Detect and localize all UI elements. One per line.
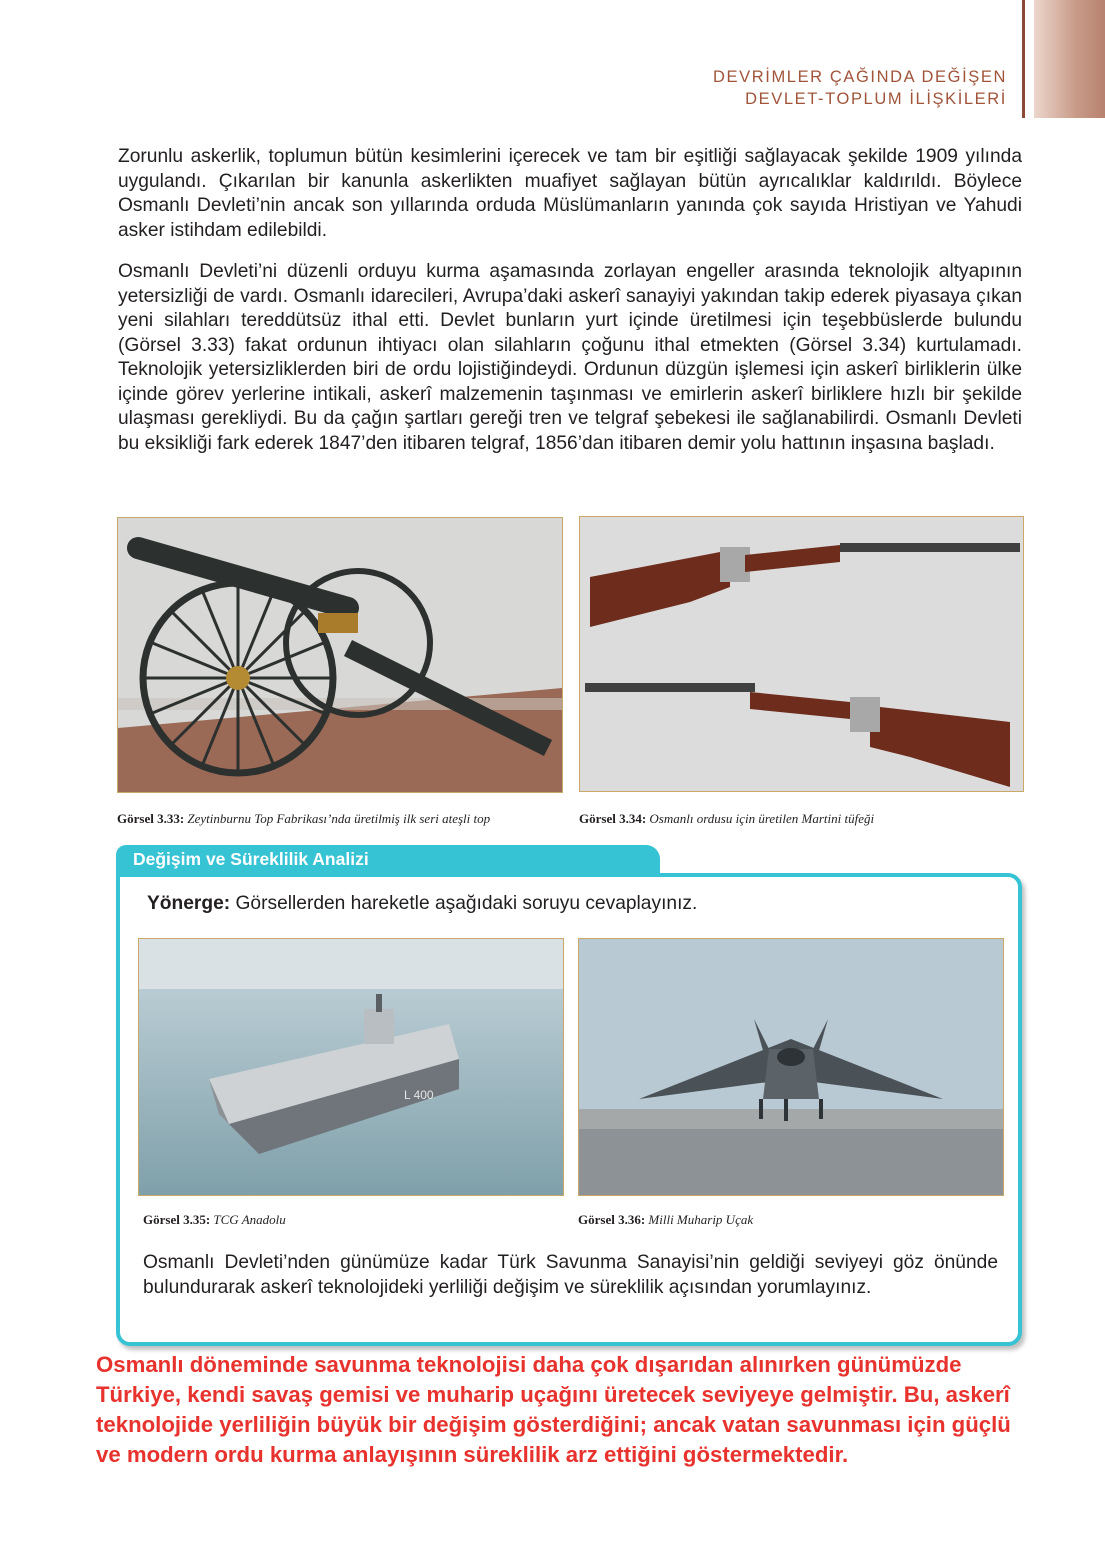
chapter-header-line2: DEVLET-TOPLUM İLİŞKİLERİ: [745, 90, 1007, 108]
caption-3-34: [579, 811, 874, 827]
caption-3-34-label: Görsel 3.34:: [579, 811, 647, 826]
caption-3-36-text: Milli Muharip Uçak: [645, 1212, 754, 1227]
header-divider: [1022, 0, 1025, 118]
activity-question: Osmanlı Devleti’nden günümüze kadar Türk Savunma Sanayisi’nin geldiği seviyeyi göz önünde bulundurarak askerî teknolojideki yerliliği değişim ve süreklilik açısından yorumlayınız.: [143, 1252, 998, 1298]
chapter-header: [713, 66, 1007, 110]
cannon-photo: [117, 517, 563, 793]
caption-3-36: [578, 1212, 753, 1228]
instruction-text: Görsellerden hareketle aşağıdaki soruyu cevaplayınız.: [230, 893, 698, 914]
activity-title: Değişim ve Süreklilik Analizi: [133, 849, 369, 869]
chapter-tab: [1034, 0, 1105, 118]
caption-3-34-text: Osmanlı ordusu için üretilen Martini tüfeği: [646, 811, 875, 826]
ship-photo: [138, 938, 564, 1196]
caption-3-35-text: TCG Anadolu: [210, 1212, 286, 1227]
caption-3-36-label: Görsel 3.36:: [578, 1212, 646, 1227]
paragraph-conscription: Zorunlu askerlik, toplumun bütün kesimlerini içerecek ve tam bir eşitliği sağlayacak şekilde 1909 yılında uygulandı. Çıkarılan bir kanunla askerlikten muafiyet sağlayan bütün ayrıcalıklar kaldırıldı. Böylece Osmanlı Devleti’nin ancak son yıllarında orduda Müslümanların yanında çok sayıda Hristiyan ve Yahudi asker istihdam edilebildi.: [118, 146, 1022, 241]
chapter-header-line1: DEVRİMLER ÇAĞINDA DEĞİŞEN: [713, 68, 1007, 86]
caption-3-33: [117, 811, 490, 827]
caption-3-33-text: Zeytinburnu Top Fabrikası’nda üretilmiş ilk seri ateşli top: [184, 811, 491, 826]
answer-text: Osmanlı döneminde savunma teknolojisi daha çok dışarıdan alınırken günümüzde Türkiye, kendi savaş gemisi ve muharip uçağını üretecek seviyeye gelmiştir. Bu, askerî teknolojide yerliliğin büyük bir değişim gösterdiğini; ancak vatan savunması için güçlü ve modern ordu kurma anlayışının süreklilik arz ettiğini göstermektedir.: [96, 1352, 1011, 1467]
activity-instruction: [147, 893, 697, 915]
caption-3-33-label: Görsel 3.33:: [117, 811, 185, 826]
svg-text:L 400: L 400: [404, 1088, 434, 1102]
caption-3-35-label: Görsel 3.35:: [143, 1212, 211, 1227]
paragraph-technology: Osmanlı Devleti’ni düzenli orduyu kurma aşamasında zorlayan engeller arasında teknolojik altyapının yetersizliği de vardı. Osmanlı idarecileri, Avrupa’daki askerî sanayiyi yakından takip ederek piyasaya çıkan yeni silahları tereddütsüz ithal etti. Devlet bunların yurt içinde üretilmesi için teşebbüslerde bulundu (Görsel 3.33) fakat ordunun ihtiyacı olan silahların çoğunu ithal etmekten (Görsel 3.34) kurtulamadı. Teknolojik yetersizliklerden biri de ordu lojistiğindeydi. Ordunun düzgün işlemesi için askerî birliklerin ülke içinde görev yerlerine intikali, askerî malzemenin taşınması ve emirlerin askerî birliklere hızlı bir şekilde ulaşması gerekliydi. Bu da çağın şartları gereği tren ve telgraf şebekesi ile sağlanabilirdi. Osmanlı Devleti bu eksikliği fark ederek 1847’den itibaren telgraf, 1856’dan itibaren demir yolu hattının inşasına başladı.: [118, 261, 1022, 454]
rifles-photo: [579, 516, 1024, 792]
caption-3-35: [143, 1212, 286, 1228]
instruction-label: Yönerge:: [147, 893, 231, 914]
jet-photo: [578, 938, 1004, 1196]
